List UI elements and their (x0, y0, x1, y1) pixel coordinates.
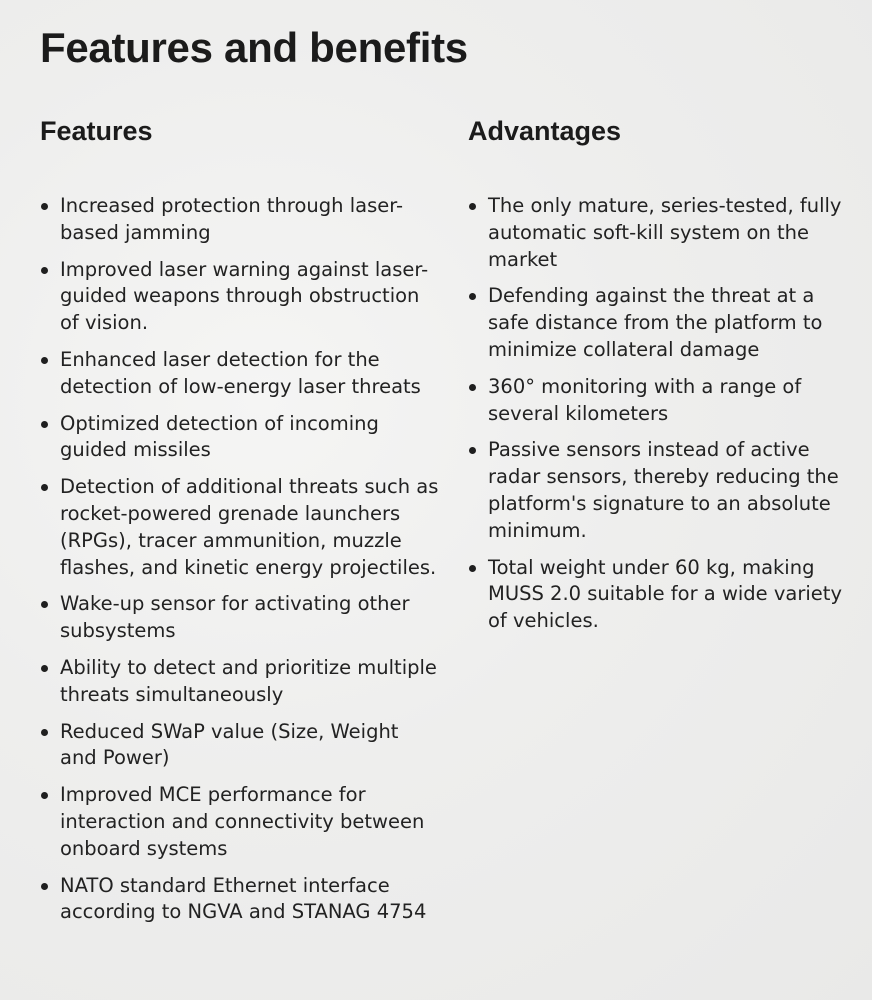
advantage-item-text: Defending against the threat at a safe distance from the platform to minimize collateral damage (488, 284, 823, 361)
feature-item-text: Improved laser warning against laser-guided weapons through obstruction of vision. (60, 257, 429, 335)
feature-item-missile-detection (40, 411, 440, 465)
advantages-column (468, 112, 858, 645)
feature-item-text: Ability to detect and prioritize multiple threats simultaneously (60, 655, 437, 706)
advantage-item-safe-distance (468, 283, 858, 363)
bullet-icon (469, 203, 476, 210)
feature-item-laser-jamming (40, 193, 440, 247)
bullet-icon (41, 421, 48, 428)
bullet-icon (41, 601, 48, 608)
bullet-icon (41, 729, 48, 736)
features-list (40, 193, 440, 926)
bullet-icon (41, 203, 48, 210)
advantage-item-text: 360° monitoring with a range of several kilometers (488, 374, 802, 425)
advantage-item-text: Total weight under 60 kg, making MUSS 2.0 suitable for a wide variety of vehicles. (488, 555, 842, 633)
page-title: Features and benefits (40, 24, 468, 71)
advantage-item-360-monitoring (468, 374, 858, 428)
feature-item-nato-ethernet (40, 873, 440, 927)
advantage-item-soft-kill (468, 193, 858, 273)
advantages-heading: Advantages (468, 116, 622, 146)
bullet-icon (469, 384, 476, 391)
advantages-list (468, 193, 858, 635)
feature-item-text: Enhanced laser detection for the detection of low-energy laser threats (60, 347, 421, 398)
advantage-item-text: Passive sensors instead of active radar sensors, thereby reducing the platform's signature to an absolute minimum. (488, 438, 839, 542)
features-column (40, 112, 440, 936)
feature-item-text: Wake-up sensor for activating other subsystems (60, 592, 410, 643)
feature-item-text: Reduced SWaP value (Size, Weight and Power) (60, 719, 399, 770)
feature-item-laser-detection (40, 347, 440, 401)
features-heading: Features (40, 116, 153, 146)
feature-item-mce (40, 782, 440, 862)
feature-item-additional-threats (40, 474, 440, 581)
feature-item-text: Detection of additional threats such as rocket-powered grenade launchers (RPGs), tracer ammunition, muzzle flashes, and kinetic energy projectiles. (60, 475, 439, 579)
advantage-item-passive-sensors (468, 437, 858, 544)
bullet-icon (41, 883, 48, 890)
feature-item-laser-warning (40, 257, 440, 337)
feature-item-text: Increased protection through laser-based jamming (60, 194, 404, 244)
bullet-icon (469, 565, 476, 572)
feature-item-text: NATO standard Ethernet interface according to NGVA and STANAG 4754 (60, 873, 427, 924)
feature-item-text: Improved MCE performance for interaction and connectivity between onboard systems (60, 783, 425, 860)
advantage-item-text: The only mature, series-tested, fully automatic soft-kill system on the market (488, 194, 842, 271)
feature-item-prioritize-threats (40, 655, 440, 709)
bullet-icon (41, 267, 48, 274)
feature-item-wake-up-sensor (40, 591, 440, 645)
bullet-icon (41, 792, 48, 799)
bullet-icon (41, 357, 48, 364)
advantage-item-total-weight (468, 555, 858, 635)
bullet-icon (41, 665, 48, 672)
feature-item-text: Optimized detection of incoming guided missiles (60, 411, 379, 462)
bullet-icon (41, 484, 48, 491)
feature-item-swap (40, 719, 440, 773)
bullet-icon (469, 447, 476, 454)
bullet-icon (469, 293, 476, 300)
